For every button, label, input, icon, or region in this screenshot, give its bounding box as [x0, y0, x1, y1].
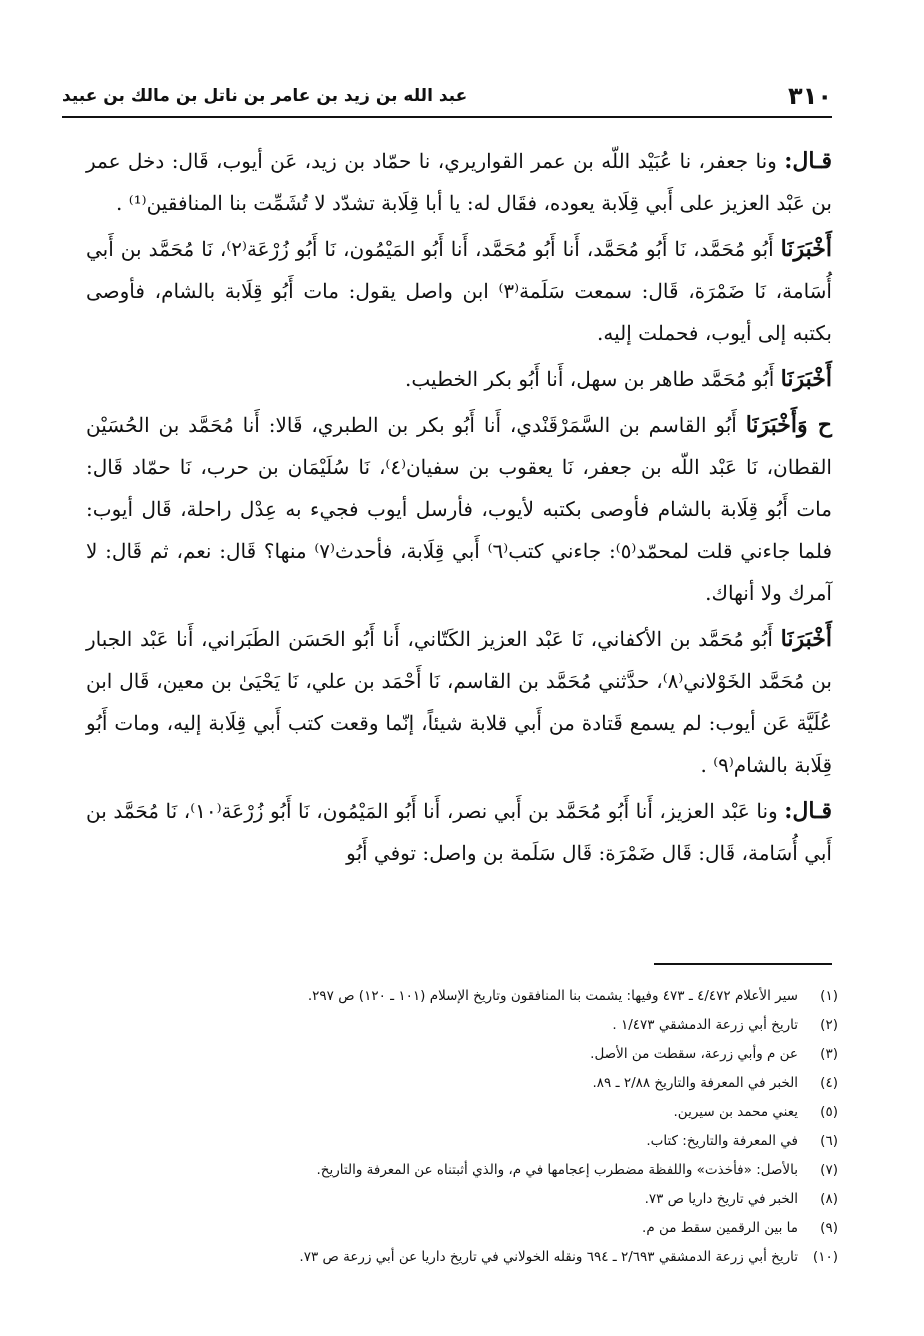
paragraph-2 — [86, 228, 832, 354]
footnote-number: (٤) — [820, 1075, 838, 1091]
footnote-item — [60, 1098, 838, 1127]
footnote-item — [60, 1156, 838, 1185]
paragraph-lead: قـال: — [784, 148, 832, 174]
footnote-text: الخبر في تاريخ داريا ص ٧٣. — [644, 1191, 798, 1207]
footnote-text: عن م وأبي زرعة، سقطت من الأصل. — [590, 1046, 798, 1062]
running-title: عبد الله بن زيد بن عامر بن ناتل بن مالك بن عبيد — [62, 86, 468, 106]
footnote-number: (٦) — [820, 1133, 838, 1149]
body-text — [86, 140, 832, 878]
paragraph-lead: أَخْبَرَنَا — [780, 236, 832, 262]
footnote-number: (٧) — [820, 1162, 838, 1178]
paragraph-text: أَبُو مُحَمَّد، نَا أَبُو مُحَمَّد، أَنا أَبُو مُحَمَّد، أَنا أَبُو المَيْمُون، نَا أَبُو زُرْعَة⁽٢⁾، نَا مُحَمَّد بن أَبي أُسَامة، نَا ضَمْرَة، قَال: سمعت سَلَمة⁽٣⁾ ابن واصل يقول: مات أَبُو قِلَابة بالشام، فأوصى بكتبه إلى أيوب، فحملت إليه. — [86, 237, 832, 345]
paragraph-1 — [86, 140, 832, 224]
paragraph-text: أَبُو مُحَمَّد بن الأكفاني، نَا عَبْد العزيز الكَتّاني، أَنا أَبُو الحَسَن الطَبَراني، أَنا عَبْد الجبار بن مُحَمَّد الخَوْلاني⁽٨⁾، حدَّثني مُحَمَّد بن القاسم، نَا أَحْمَد بن علي، نَا يَحْيَىٰ بن معين، قَال ابن عُلَيَّة عَن أيوب: لم يسمع قَتادة من أَبي قلابة شيئاً، إنّما وقعت كتب أَبي قِلَابة إليه، ومات أَبُو قِلَابة بالشام⁽٩⁾ . — [86, 627, 832, 777]
header-rule — [62, 116, 832, 118]
footnote-text: تاريخ أبي زرعة الدمشقي ٢/٦٩٣ ـ ٦٩٤ ونقله الخولاني في تاريخ داريا عن أبي زرعة ص ٧٣. — [299, 1249, 798, 1265]
footnote-number: (١٠) — [812, 1249, 838, 1265]
footnote-number: (١) — [820, 988, 838, 1004]
footnote-item — [60, 1185, 838, 1214]
footnote-item — [60, 1011, 838, 1040]
footnote-separator — [654, 963, 832, 965]
footnotes-list — [60, 982, 838, 1272]
paragraph-text: أَبُو القاسم بن السَّمَرْقَنْدي، أَنا أَبُو بكر بن الطبري، قَالا: أَنا مُحَمَّد بن الحُسَيْن القطان، نَا عَبْد اللّه بن جعفر، نَا يعقوب بن سفيان⁽٤⁾، نَا سُلَيْمَان بن حرب، نَا حمّاد قَال: مات أَبُو قِلَابة بالشام فأوصى بكتبه لأيوب، فأرسل أيوب فجيء به عِدْل راحلة، قَال أيوب: فلما جاءني قلت لمحمّد⁽٥⁾: جاءني كتب⁽٦⁾ أَبي قِلَابة، فأحدث⁽٧⁾ منها؟ قَال: نعم، ثم قَال: لا آمرك ولا أنهاك. — [86, 413, 833, 605]
footnote-item — [60, 1040, 838, 1069]
paragraph-text: ونا جعفر، نا عُبَيْد اللّه بن عمر القواريري، نا حمّاد بن زيد، عَن أيوب، قَال: دخل عمر بن عَبْد العزيز على أَبي قِلَابة يعوده، فقَال له: يا أبا قِلَابة تشدّد لا تُشَمِّت بنا المنافقين⁽¹⁾ . — [86, 149, 832, 215]
footnote-item — [60, 1069, 838, 1098]
page-number: ٣١٠ — [788, 82, 832, 110]
paragraph-lead: أَخْبَرَنَا — [780, 626, 832, 652]
page-header — [62, 78, 832, 114]
footnote-number: (٨) — [820, 1191, 838, 1207]
footnote-text: سير الأعلام ٤/٤٧٢ ـ ٤٧٣ وفيها: يشمت بنا المنافقون وتاريخ الإسلام (١٠١ ـ ١٢٠) ص ٢٩٧. — [307, 988, 798, 1004]
footnote-number: (٥) — [820, 1104, 838, 1120]
footnote-text: ما بين الرقمين سقط من م. — [642, 1220, 798, 1236]
paragraph-lead: ح وَأَخْبَرَنَا — [745, 412, 832, 438]
paragraph-5 — [86, 618, 832, 786]
footnote-number: (٩) — [820, 1220, 838, 1236]
footnote-text: يعني محمد بن سيرين. — [673, 1104, 798, 1120]
footnote-item — [60, 1214, 838, 1243]
paragraph-6 — [86, 790, 832, 874]
footnote-number: (٣) — [820, 1046, 838, 1062]
footnote-text: تاريخ أبي زرعة الدمشقي ١/٤٧٣ . — [612, 1017, 798, 1033]
footnote-text: الخبر في المعرفة والتاريخ ٢/٨٨ ـ ٨٩. — [592, 1075, 798, 1091]
footnote-text: بالأصل: «فأخذت» واللفظة مضطرب إعجامها في م، والذي أثبتناه عن المعرفة والتاريخ. — [316, 1162, 798, 1178]
footnote-text: في المعرفة والتاريخ: كتاب. — [646, 1133, 798, 1149]
paragraph-lead: قـال: — [784, 798, 833, 824]
paragraph-text: ونا عَبْد العزيز، أَنا أَبُو مُحَمَّد بن أَبي نصر، أَنا أَبُو المَيْمُون، نَا أَبُو زُرْعَة⁽١٠⁾، نَا مُحَمَّد بن أَبي أُسَامة، قَال: قَال ضَمْرَة: قَال سَلَمة بن واصل: توفي أَبُو — [86, 799, 832, 865]
paragraph-4 — [86, 404, 832, 614]
paragraph-lead: أَخْبَرَنَا — [780, 366, 832, 392]
footnote-item — [60, 1127, 838, 1156]
paragraph-3 — [86, 358, 832, 400]
footnote-item — [60, 1243, 838, 1272]
footnote-item — [60, 982, 838, 1011]
paragraph-text: أَبُو مُحَمَّد طاهر بن سهل، أَنا أَبُو بكر الخطيب. — [405, 367, 781, 391]
footnote-number: (٢) — [820, 1017, 838, 1033]
